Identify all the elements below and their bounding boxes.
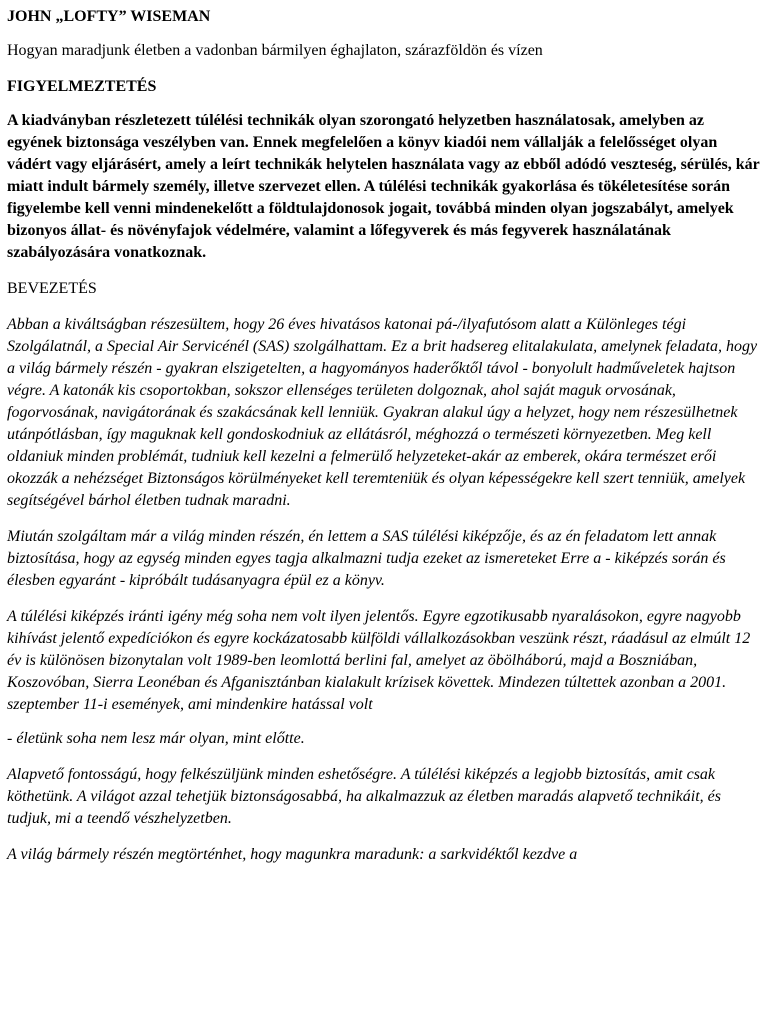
warning-paragraph: A kiadványban részletezett túlélési technikák olyan szorongató helyzetben használatosak, amelyben az egyének biztonsága veszélyben van. Ennek megfelelően a könyv kiadói nem vállalják a felelősséget olyan vádért vagy eljárásért, amely a leírt technikák helytelen használata vagy az ebből adódó veszteség, sérülés, kár miatt indult bármely személy, illetve szervezet ellen. A túlélési technikák gyakorlása és tökéletesítése során figyelembe kell venni mindenekelőtt a földtulajdonosok jogait, továbbá minden olyan jogszabályt, amelyek bizonyos állat- és növényfajok védelmére, valamint a lőfegyverek és más fegyverek használatának szabályozására vonatkoznak. [7, 112, 760, 261]
intro-paragraph-3: A túlélési kiképzés iránti igény még soha nem volt ilyen jelentős. Egyre egzotikusabb nyaralásokon, egyre nagyobb kihívást jelentő expedíciókon és egyre kockázatosabb külföldi vállalkozásokban veszünk részt, ráadásul az elmúlt 12 év is különösen bizonytalan volt 1989-ben leomlottá berlini fal, amelyet az öbölháború, majd a Boszniában, Koszovóban, Sierra Leonéban és Afganisztánban kialakult krízisek követtek. Mindezen túltettek azonban a 2001. szeptember 11-i események, ami mindenkire hatással volt [7, 608, 751, 713]
book-subtitle: Hogyan maradjunk életben a vadonban bármilyen éghajlaton, szárazföldön és vízen [7, 42, 543, 59]
intro-paragraph-1: Abban a kiváltságban részesültem, hogy 26 éves hivatásos katonai pá-/ilyafutósom alatt a Különleges tégi Szolgálatnál, a Special Air Servicénél (SAS) szolgálhattam. Ez a brit hadsereg elitalakulata, amelynek feladata, hogy a világ bármely részén - gyakran elszigetelten, a hagyományos haderőktől távol - bonyolult hadműveletek hajtson végre. A katonák kis csoportokban, sokszor ellenséges területen dolgoznak, ahol saját maguk orvosának, fogorvosának, navigátorának és szakácsának kell lenniük. Gyakran alakul úgy a helyzet, hogy nem részesülhetnek utánpótlásban, így maguknak kell gondoskodniuk az ellátásról, méghozzá o természeti környezetben. Meg kell oldaniuk minden problémát, tudniuk kell kezelni a felmerülő helyzeteket-akár az emberek, okára természet erői okozzák a nehézséget Biztonságos körülményeket kell teremteniük és olyan képességekre kell szert tenniük, amelyek segítségével bárhol életben tudnak maradni. [7, 316, 758, 509]
intro-heading: BEVEZETÉS [7, 280, 97, 297]
warning-heading: FIGYELMEZTETÉS [7, 78, 157, 95]
intro-paragraph-2: Miután szolgáltam már a világ minden részén, én lettem a SAS túlélési kiképzője, és az én feladatom lett annak biztosítása, hogy az egység minden egyes tagja alkalmazni tudja ezeket az ismereteket Erre a - kiképzés során és élesben egyaránt - kipróbált tudásanyagra épül ez a könyv. [7, 528, 726, 589]
author-name: JOHN „LOFTY” WISEMAN [7, 8, 211, 25]
intro-paragraph-6: A világ bármely részén megtörténhet, hogy magunkra maradunk: a sarkvidéktől kezdve a [7, 846, 578, 863]
intro-paragraph-4: - életünk soha nem lesz már olyan, mint előtte. [7, 730, 305, 747]
intro-paragraph-5: Alapvető fontosságú, hogy felkészüljünk minden eshetőségre. A túlélési kiképzés a legjobb biztosítás, amit csak köthetünk. A világot azzal tehetjük biztonságosabbá, ha alkalmazzuk az életben maradás alapvető technikáit, és tudjuk, mi a teendő vészhelyzetben. [7, 766, 721, 827]
